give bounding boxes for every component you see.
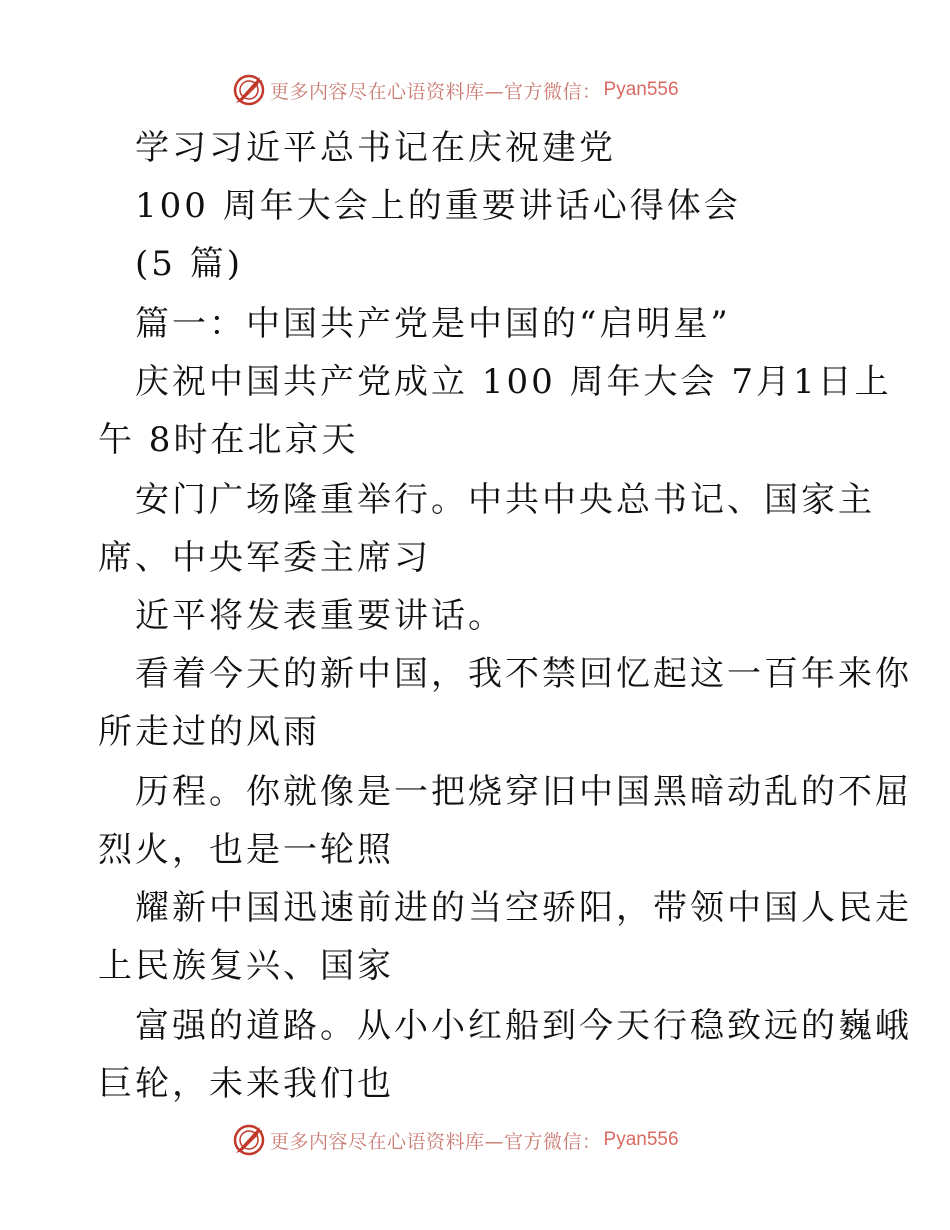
footer-banner — [232, 1122, 679, 1158]
banner-wechat-label: 官方微信： — [504, 1130, 602, 1153]
header-banner — [232, 72, 679, 108]
banner-brand-text: 更多内容尽在心语资料库— — [270, 80, 505, 103]
paragraph-line: 席、中央军委主席习 — [98, 538, 431, 578]
paragraph-line: 烈火，也是一轮照 — [98, 830, 394, 870]
title-line-3: (5 篇) — [135, 244, 243, 284]
title-line-1: 学习习近平总书记在庆祝建党 — [135, 128, 616, 168]
paragraph-line: 庆祝中国共产党成立 100 周年大会 7月1日上 — [135, 362, 892, 402]
paragraph-line: 看着今天的新中国，我不禁回忆起这一百年来你 — [135, 654, 912, 694]
banner-wechat-label: 官方微信： — [504, 80, 602, 103]
banner-brand-text: 更多内容尽在心语资料库— — [270, 1130, 505, 1153]
banner-wechat-id: Pyan556 — [603, 1129, 679, 1150]
paragraph-line: 安门广场隆重举行。中共中央总书记、国家主 — [135, 480, 875, 520]
quill-logo-icon — [232, 73, 266, 107]
paragraph-line: 耀新中国迅速前进的当空骄阳，带领中国人民走 — [135, 888, 912, 928]
paragraph-line: 所走过的风雨 — [98, 712, 320, 752]
paragraph-line: 近平将发表重要讲话。 — [135, 596, 505, 636]
quill-logo-icon — [232, 1123, 266, 1157]
title-line-2: 100 周年大会上的重要讲话心得体会 — [135, 186, 741, 226]
section-heading: 篇一：中国共产党是中国的“启明星” — [135, 304, 731, 344]
paragraph-line: 历程。你就像是一把烧穿旧中国黑暗动乱的不屈 — [135, 772, 912, 812]
paragraph-line: 富强的道路。从小小红船到今天行稳致远的巍峨 — [135, 1006, 912, 1046]
paragraph-line: 巨轮，未来我们也 — [98, 1064, 394, 1104]
paragraph-line: 上民族复兴、国家 — [98, 946, 394, 986]
paragraph-line: 午 8时在北京天 — [98, 420, 359, 460]
banner-wechat-id: Pyan556 — [603, 79, 679, 100]
